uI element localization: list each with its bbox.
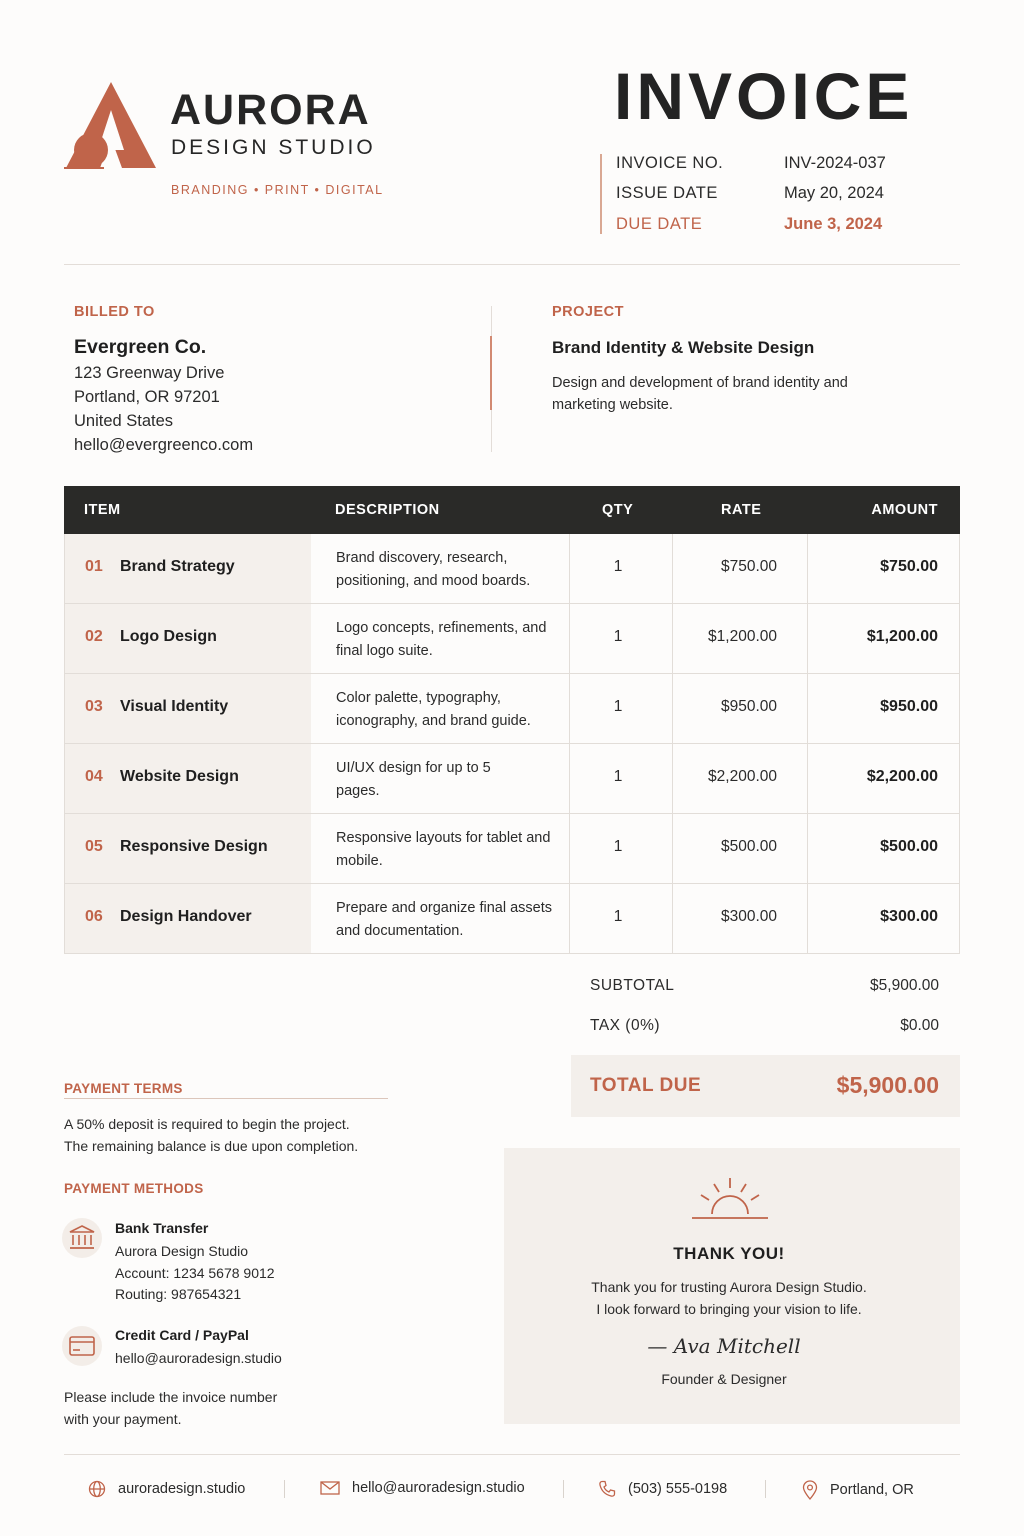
client-email[interactable]: hello@evergreenco.com: [74, 436, 254, 454]
cell-divider: [807, 604, 808, 673]
item-amount: $300.00: [880, 908, 938, 925]
item-name: Website Design: [120, 768, 239, 785]
item-qty: 1: [613, 838, 623, 855]
phone-icon: [598, 1480, 616, 1498]
cell-divider: [672, 604, 673, 673]
footer-separator: [765, 1480, 766, 1498]
item-rate: $1,200.00: [708, 628, 777, 645]
thank-you-title: THANK YOU!: [673, 1244, 785, 1263]
table-row: [64, 534, 960, 604]
total-due-box: [571, 1055, 960, 1117]
footer-phone-text: (503) 555-0198: [628, 1481, 728, 1497]
issue-date: May 20, 2024: [784, 184, 884, 202]
item-number: 02: [85, 628, 103, 645]
due-date-label: DUE DATE: [616, 215, 703, 233]
cell-divider: [807, 534, 808, 603]
brand-subtitle: DESIGN STUDIO: [171, 136, 376, 159]
payment-terms-underline: [64, 1098, 388, 1099]
item-name: Visual Identity: [120, 698, 229, 715]
payment-terms-line1: A 50% deposit is required to begin the project.: [64, 1116, 350, 1132]
item-rate: $500.00: [720, 838, 777, 855]
footer-email-text: hello@auroradesign.studio: [352, 1480, 525, 1496]
credit-card-icon: [62, 1326, 102, 1366]
item-rate: $300.00: [720, 908, 777, 925]
cell-divider: [672, 884, 673, 953]
bank-routing-number: Routing: 987654321: [115, 1286, 242, 1302]
bank-account-name: Aurora Design Studio: [115, 1243, 249, 1259]
payment-methods-label: PAYMENT METHODS: [64, 1181, 204, 1196]
item-qty: 1: [613, 558, 623, 575]
item-name: Brand Strategy: [120, 558, 235, 575]
billed-to-label: BILLED TO: [74, 304, 155, 320]
project-description: Design and development of brand identity and marketing website.: [552, 375, 848, 413]
table-row: [64, 674, 960, 744]
footer-separator: [563, 1480, 564, 1498]
footer-website[interactable]: [88, 1480, 245, 1498]
bank-icon: [62, 1218, 102, 1258]
item-number: 01: [85, 558, 103, 575]
client-name: Evergreen Co.: [74, 336, 207, 358]
footer-location[interactable]: [802, 1480, 914, 1500]
footer-phone[interactable]: [598, 1480, 727, 1498]
client-country: United States: [74, 412, 174, 430]
invoice-title: INVOICE: [614, 59, 914, 133]
item-amount: $500.00: [880, 838, 938, 855]
payment-terms-label: PAYMENT TERMS: [64, 1081, 183, 1096]
item-rate: $2,200.00: [708, 768, 777, 785]
cell-divider: [807, 814, 808, 883]
table-row: [64, 744, 960, 814]
issue-date-label: ISSUE DATE: [616, 184, 718, 202]
table-row: [64, 814, 960, 884]
tax-label: TAX (0%): [590, 1017, 661, 1034]
item-name: Responsive Design: [120, 838, 268, 855]
item-qty: 1: [613, 768, 623, 785]
item-name: Logo Design: [120, 628, 217, 645]
cell-divider: [672, 744, 673, 813]
payment-terms-line2: The remaining balance is due upon completion.: [64, 1138, 359, 1154]
item-amount: $2,200.00: [866, 768, 938, 785]
footer-location-text: Portland, OR: [830, 1482, 914, 1498]
subtotal-label: SUBTOTAL: [590, 977, 675, 994]
cell-divider: [672, 534, 673, 603]
total-due-label: TOTAL DUE: [590, 1075, 702, 1096]
item-rate: $750.00: [720, 558, 777, 575]
header-divider: [64, 264, 960, 265]
signer-role: Founder & Designer: [661, 1371, 787, 1387]
mail-icon: [320, 1480, 340, 1496]
total-due-value: $5,900.00: [836, 1072, 939, 1098]
tax-value: $0.00: [900, 1017, 939, 1034]
item-number: 05: [85, 838, 103, 855]
item-rate: $950.00: [720, 698, 777, 715]
item-description: Brand discovery, research, positioning, and mood boards.: [336, 550, 531, 589]
thank-you-line1: Thank you for trusting Aurora Design Studio.: [591, 1279, 867, 1295]
header-description: DESCRIPTION: [335, 502, 440, 518]
table-row: [64, 884, 960, 954]
header-qty: QTY: [602, 502, 634, 518]
cell-divider: [672, 674, 673, 743]
thank-you-line2: I look forward to bringing your vision to life.: [596, 1301, 862, 1317]
item-amount: $950.00: [880, 698, 938, 715]
line-items-table: [64, 486, 960, 954]
footer-separator: [284, 1480, 285, 1498]
item-qty: 1: [613, 698, 623, 715]
brand-name: AURORA: [170, 86, 371, 134]
footer-email[interactable]: [320, 1480, 525, 1496]
project-title: Brand Identity & Website Design: [552, 338, 815, 357]
item-description: Prepare and organize final assets and documentation.: [336, 900, 553, 939]
invoice-number-label: INVOICE NO.: [616, 154, 724, 172]
item-qty: 1: [613, 908, 623, 925]
item-number: 04: [85, 768, 103, 785]
footer-website-text: auroradesign.studio: [118, 1481, 246, 1497]
client-address-line2: Portland, OR 97201: [74, 388, 220, 406]
item-number: 03: [85, 698, 103, 715]
item-description: Logo concepts, refinements, and final logo suite.: [336, 620, 547, 659]
meta-accent-bar: [600, 154, 602, 234]
location-pin-icon: [802, 1480, 818, 1500]
item-number: 06: [85, 908, 103, 925]
header-item: ITEM: [84, 502, 121, 518]
section-divider-accent: [490, 336, 492, 410]
item-amount: $1,200.00: [866, 628, 938, 645]
item-description: UI/UX design for up to 5 pages.: [336, 760, 491, 799]
invoice-number: INV-2024-037: [784, 154, 886, 172]
thank-you-card: [504, 1148, 960, 1424]
header-rate: RATE: [721, 502, 762, 518]
subtotal-value: $5,900.00: [870, 977, 939, 994]
payment-note-line2: with your payment.: [64, 1411, 182, 1427]
cell-divider: [807, 674, 808, 743]
client-address-line1: 123 Greenway Drive: [74, 364, 225, 382]
sunrise-icon: [690, 1176, 770, 1222]
item-description: Responsive layouts for tablet and mobile.: [336, 830, 551, 869]
table-header: [64, 486, 960, 534]
header-amount: AMOUNT: [871, 502, 938, 518]
item-qty: 1: [613, 628, 623, 645]
cell-divider: [672, 814, 673, 883]
bank-transfer-title: Bank Transfer: [115, 1220, 209, 1236]
table-row: [64, 604, 960, 674]
item-amount: $750.00: [880, 558, 938, 575]
due-date: June 3, 2024: [784, 215, 883, 233]
credit-card-title: Credit Card / PayPal: [115, 1327, 249, 1343]
footer-divider: [64, 1454, 960, 1455]
brand-tagline: BRANDING • PRINT • DIGITAL: [171, 183, 384, 197]
cell-divider: [807, 744, 808, 813]
paypal-email[interactable]: hello@auroradesign.studio: [115, 1350, 282, 1366]
item-name: Design Handover: [120, 908, 252, 925]
aurora-logo-icon: [64, 80, 158, 172]
bank-account-number: Account: 1234 5678 9012: [115, 1265, 275, 1281]
project-label: PROJECT: [552, 304, 624, 320]
item-description: Color palette, typography, iconography, and brand guide.: [336, 690, 531, 729]
payment-note-line1: Please include the invoice number: [64, 1389, 278, 1405]
globe-icon: [88, 1480, 106, 1498]
signature: — Ava Mitchell: [647, 1334, 801, 1358]
cell-divider: [807, 884, 808, 953]
